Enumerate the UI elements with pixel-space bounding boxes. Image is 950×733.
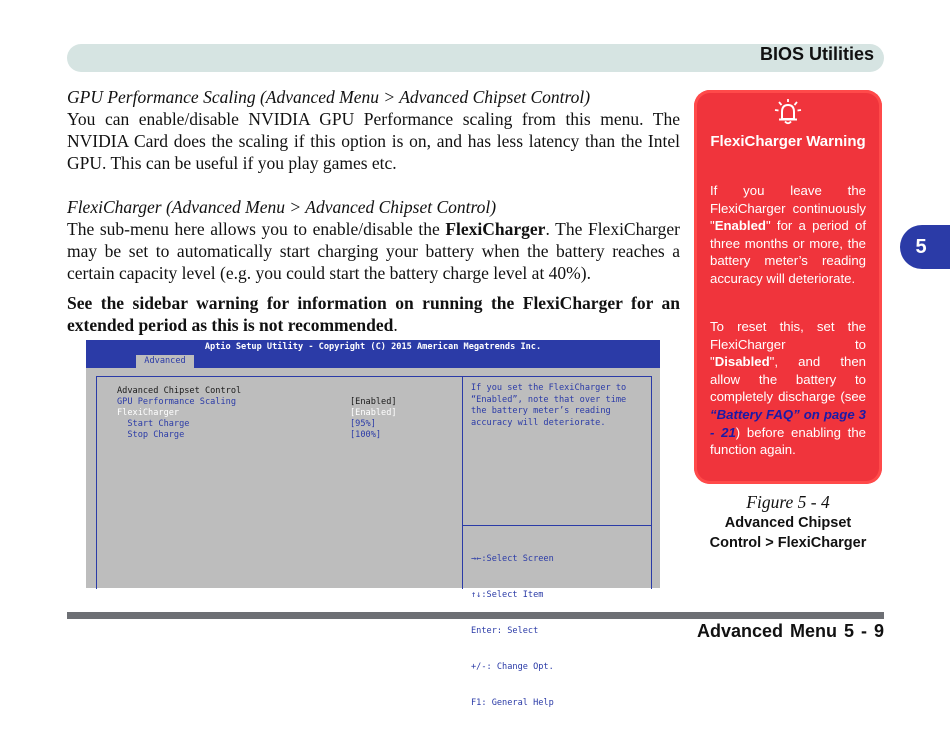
warning-paragraph-1: [710, 182, 866, 288]
warning-p1-text-end: " for a period of three months or more, the battery meter’s reading accuracy will deteriorate.: [710, 218, 866, 286]
bios-tab-advanced[interactable]: Advanced: [136, 355, 194, 368]
figure-label: Figure 5 - 4: [746, 492, 830, 512]
bios-key-select-item: ↑↓:Select Item: [471, 590, 544, 600]
bios-value-gpu-scaling[interactable]: [Enabled]: [350, 397, 397, 407]
alarm-bell-icon: [774, 98, 802, 126]
bios-tab-bar: [86, 355, 660, 368]
sidebar-note-end: .: [393, 315, 398, 335]
bios-value-stop-charge[interactable]: [100%]: [350, 430, 382, 440]
bios-item-gpu-scaling[interactable]: GPU Performance Scaling: [117, 397, 236, 407]
figure-caption: Advanced Chipset Control > FlexiCharger: [709, 515, 867, 551]
battery-faq-link[interactable]: “Battery FAQ” on page 3 - 21: [710, 406, 866, 440]
bios-screenshot: [86, 340, 660, 708]
bios-key-general-help: F1: General Help: [471, 698, 554, 708]
bios-help-text: If you set the FlexiCharger to “Enabled”, note that over time the battery meter’s reading accuracy will deteriorate.: [471, 383, 627, 428]
flexi-section-body: [67, 218, 680, 284]
bios-title-bar: Aptio Setup Utility - Copyright (C) 2015 American Megatrends Inc.: [86, 340, 660, 355]
bios-item-start-charge[interactable]: Start Charge: [117, 419, 190, 429]
bios-key-select-screen: →←:Select Screen: [471, 554, 554, 564]
main-content: [67, 86, 680, 336]
sidebar-note: [67, 292, 680, 336]
bios-item-stop-charge[interactable]: Stop Charge: [117, 430, 185, 440]
warning-p1-emphasis: Enabled: [714, 218, 766, 234]
bios-value-flexicharger[interactable]: [Enabled]: [350, 408, 397, 418]
gpu-section-body: You can enable/disable NVIDIA GPU Performance scaling from this menu. The NVIDIA Card does the scaling if this option is on, and has less latency than the Intel GPU. This can be useful if you play games etc.: [67, 109, 680, 173]
header-title: BIOS Utilities: [759, 44, 874, 64]
flexi-body-emphasis: FlexiCharger: [445, 219, 546, 239]
bios-value-start-charge[interactable]: [95%]: [350, 419, 376, 429]
flexi-body-text: The sub-menu here allows you to enable/disable the: [67, 219, 446, 239]
footer-page-label: Advanced Menu 5 - 9: [696, 621, 884, 641]
chapter-tab: [900, 225, 950, 269]
gpu-section-title: GPU Performance Scaling (Advanced Menu > Advanced Chipset Control): [67, 87, 591, 107]
chapter-number: 5: [915, 236, 927, 258]
footer-rule: [67, 612, 884, 619]
warning-sidebar: [694, 90, 882, 484]
bios-key-change-opt: +/-: Change Opt.: [471, 662, 554, 672]
flexi-body-text-end: . The FlexiCharger may be set to automatically start charging your battery when the battery reaches a certain capacity level (e.g. you could start the battery charge level at 40%).: [67, 219, 680, 283]
warning-p2-emphasis: Disabled: [714, 354, 770, 370]
bios-key-enter: Enter: Select: [471, 626, 539, 636]
warning-p2-text-end: ) before enabling the function again.: [710, 424, 866, 458]
warning-title: FlexiCharger Warning: [710, 133, 866, 150]
bios-help-divider: [463, 525, 651, 526]
bios-key-legend: [471, 529, 554, 733]
bios-help-panel: [462, 376, 652, 708]
warning-p1-text: If you leave the FlexiCharger continuously ": [710, 183, 866, 234]
bios-item-flexicharger[interactable]: FlexiCharger: [117, 408, 180, 418]
flexi-section-title: FlexiCharger (Advanced Menu > Advanced Chipset Control): [67, 197, 497, 217]
bios-menu-panel: [96, 376, 463, 589]
warning-paragraph-2: [710, 318, 866, 459]
sidebar-note-text: See the sidebar warning for information on running the FlexiCharger for an extended period as this is not recommended: [67, 293, 680, 335]
warning-p2-text-mid: ", and then allow the battery to completely discharge (see: [710, 354, 866, 405]
warning-p2-text: To reset this, set the FlexiCharger to ": [710, 319, 866, 370]
bios-menu-heading: Advanced Chipset Control: [117, 386, 242, 396]
